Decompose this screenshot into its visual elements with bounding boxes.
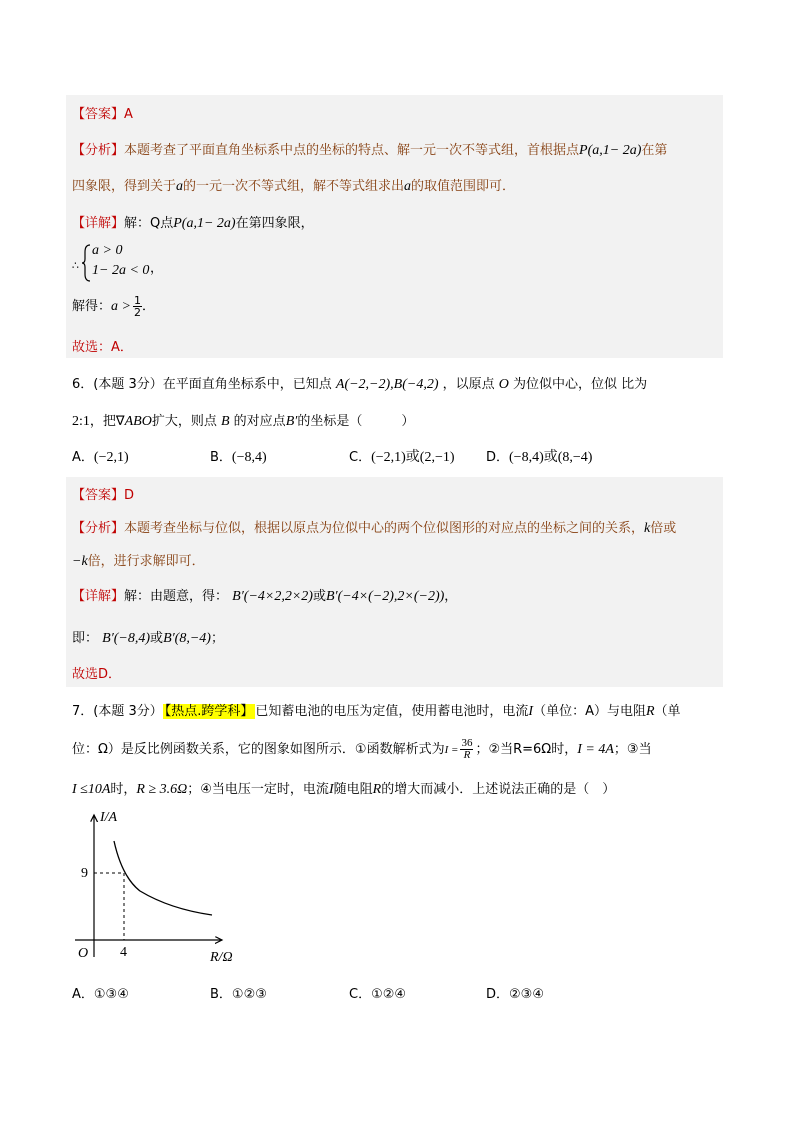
q5-choose (72, 336, 133, 355)
option-label: A． (72, 450, 94, 465)
y-tick-label: 9 (81, 866, 88, 881)
inverse-proportion-graph (70, 805, 270, 965)
option-value: (−8,4)或(8,−4) (509, 450, 593, 465)
option-label: B． (210, 450, 232, 465)
answer-value: A (124, 107, 133, 122)
point-label: B (220, 414, 230, 429)
point-expression: P(a,1− 2a) (579, 143, 642, 158)
variable: a (176, 179, 184, 194)
answer-tag: 【答案】 (72, 107, 125, 122)
q7-stem-line1 (72, 700, 681, 720)
option-label: B． (210, 987, 232, 1002)
period: ． (141, 299, 155, 314)
option-value: ①③④ (93, 987, 129, 1002)
stem-text: 时， (110, 782, 137, 797)
x-tick-label: 4 (120, 945, 127, 960)
variable: I (528, 704, 534, 719)
detail-tag: 【详解】 (72, 589, 125, 604)
or-text: 或 (150, 631, 164, 646)
q6-result (72, 627, 224, 647)
stem-text: 6．(本题 3分）在平面直角坐标系中，已知点 (72, 377, 332, 392)
stem-text: 的对应点 (233, 414, 286, 429)
analysis-text: 本题考查坐标与位似，根据以原点为位似中心的两个位似图形的对应点的坐标之间的关系， (124, 521, 645, 536)
stem-text: 的坐标是（ ） (297, 414, 415, 429)
option-value: (−2,1) (93, 450, 129, 465)
condition: I ≤10A (72, 782, 111, 797)
inequality-1: a > 0 (92, 243, 123, 258)
option-label: C． (349, 450, 372, 465)
option-label: A． (72, 987, 94, 1002)
option-a[interactable] (72, 983, 129, 1002)
fraction-numerator: 36 (461, 737, 473, 749)
variable: R (645, 704, 655, 719)
points-expression: A(−2,−2),B(−4,2) (335, 377, 439, 392)
analysis-text: 在第 (641, 143, 668, 158)
coordinate-expression: B′(−4×(−2),2×(−2)) (325, 589, 445, 604)
variable: a (404, 179, 412, 194)
option-value: (−8,4) (231, 450, 267, 465)
solve-label: 解得： (72, 299, 112, 314)
stem-text: 时， (551, 742, 578, 757)
point-expression: P(a,1− 2a) (173, 216, 236, 231)
stem-text: 扩大，则点 (151, 414, 217, 429)
option-value: ①②③ (231, 987, 267, 1002)
condition: R ≥ 3.6Ω (136, 782, 188, 797)
option-a[interactable] (72, 446, 129, 466)
stem-text: ；③当 (613, 742, 652, 757)
stem-text: ；④当电压一定时，电流 (187, 782, 329, 797)
analysis-text: 的取值范围即可． (411, 179, 516, 194)
result-label: 即： (72, 631, 99, 646)
option-c[interactable] (349, 446, 455, 466)
q7-stem-line2 (72, 738, 652, 761)
detail-tag: 【详解】 (72, 216, 125, 231)
stem-text: 随电阻 (333, 782, 373, 797)
answer-tag: 【答案】 (72, 488, 125, 503)
analysis-text: 四象限，得到关于 (72, 179, 177, 194)
point-label: B′ (285, 414, 298, 429)
option-label: D． (486, 987, 510, 1002)
option-value: ②③④ (509, 987, 544, 1002)
option-b[interactable] (210, 983, 267, 1002)
curve (114, 841, 212, 915)
solve-expression: a > (111, 299, 131, 314)
comma: ， (150, 261, 164, 276)
answer-value: D (124, 488, 135, 503)
option-b[interactable] (210, 446, 267, 466)
value: I = 4A (577, 742, 614, 757)
variable: −k (72, 554, 88, 569)
detail-text: 解：Q点 (124, 216, 174, 231)
formula: I = (444, 744, 459, 756)
ratio: 2:1 (72, 414, 90, 429)
analysis-text: 的一元一次不等式组，解不等式组求出 (183, 179, 405, 194)
option-d[interactable] (486, 446, 592, 466)
coordinate-expression: B′(−8,4) (102, 631, 151, 646)
q7-options (72, 983, 712, 1003)
q5-analysis-line2 (72, 175, 515, 195)
option-d[interactable] (486, 983, 544, 1002)
stem-text: 为位似中心，位似 比为 (513, 377, 648, 392)
stem-text: ，以原点 (442, 377, 495, 392)
origin-label: O (498, 377, 509, 392)
left-brace-icon (82, 244, 92, 282)
q5-solve (72, 295, 155, 318)
y-axis-label: I/A (100, 810, 118, 825)
analysis-text: 倍，进行求解即可． (87, 554, 205, 569)
detail-text: 解：由题意，得： (124, 589, 229, 604)
fraction-denominator: R (463, 749, 471, 761)
q6-analysis-line2 (72, 550, 205, 570)
choose-text: 故选：A． (72, 340, 133, 355)
detail-text: 在第四象限， (235, 216, 314, 231)
fraction (133, 295, 142, 318)
therefore-symbol: ∴ (72, 259, 79, 272)
option-label: C． (349, 987, 372, 1002)
q5-answer (72, 103, 133, 122)
analysis-text: 倍或 (650, 521, 677, 536)
q5-detail (72, 212, 314, 232)
stem-text: 的增大而减小．上述说法正确的是（ ） (381, 782, 616, 797)
option-value: (−2,1)或(2,−1) (371, 450, 455, 465)
q7-stem-line3 (72, 778, 615, 798)
option-value: ①②④ (371, 987, 407, 1002)
q6-choose (72, 663, 121, 682)
fraction-numerator: 1 (133, 294, 141, 307)
comma: ， (444, 589, 458, 604)
stem-text: （单位：A）与电阻 (533, 704, 646, 719)
hot-topic-tag: 【热点.跨学科】 (164, 704, 254, 719)
x-axis-label: R/Ω (210, 950, 233, 965)
question-number: 7．(本题 3分） (72, 704, 163, 719)
q5-analysis-line1 (72, 139, 667, 159)
q6-stem-line2 (72, 410, 414, 430)
option-label: D． (486, 450, 510, 465)
condition: R=6Ω (513, 742, 552, 757)
coordinate-expression: B′(−4×2,2×2) (232, 589, 313, 604)
stem-text: 已知蓄电池的电压为定值，使用蓄电池时，电流 (255, 704, 529, 719)
analysis-tag: 【分析】 (72, 143, 125, 158)
semicolon: ； (210, 631, 224, 646)
variable: I (328, 782, 334, 797)
coordinate-expression: B′(8,−4) (163, 631, 211, 646)
q6-analysis-line1 (72, 517, 676, 537)
stem-text: （单 (654, 704, 681, 719)
fraction (460, 738, 473, 761)
stem-text: ；②当 (475, 742, 514, 757)
q6-stem-line1 (72, 373, 647, 393)
option-c[interactable] (349, 983, 406, 1002)
inequality-2: 1− 2a < 0 (92, 263, 150, 278)
stem-text: ，把∇ (89, 414, 125, 429)
q6-solution-box (66, 477, 723, 687)
fraction-denominator: 2 (133, 306, 141, 319)
origin-label: O (78, 946, 89, 961)
stem-text: 位：Ω）是反比例函数关系，它的图象如图所示．①函数解析式为 (72, 742, 445, 757)
or-text: 或 (312, 589, 326, 604)
analysis-tag: 【分析】 (72, 521, 125, 536)
variable: k (644, 521, 651, 536)
q6-answer (72, 484, 134, 503)
q6-detail (72, 585, 457, 605)
choose-text: 故选D． (72, 667, 122, 682)
triangle-name: ABO (124, 414, 152, 429)
analysis-text: 本题考查了平面直角坐标系中点的坐标的特点、解一元一次不等式组，首根据点 (124, 143, 580, 158)
q6-options (72, 446, 712, 466)
variable: R (372, 782, 382, 797)
